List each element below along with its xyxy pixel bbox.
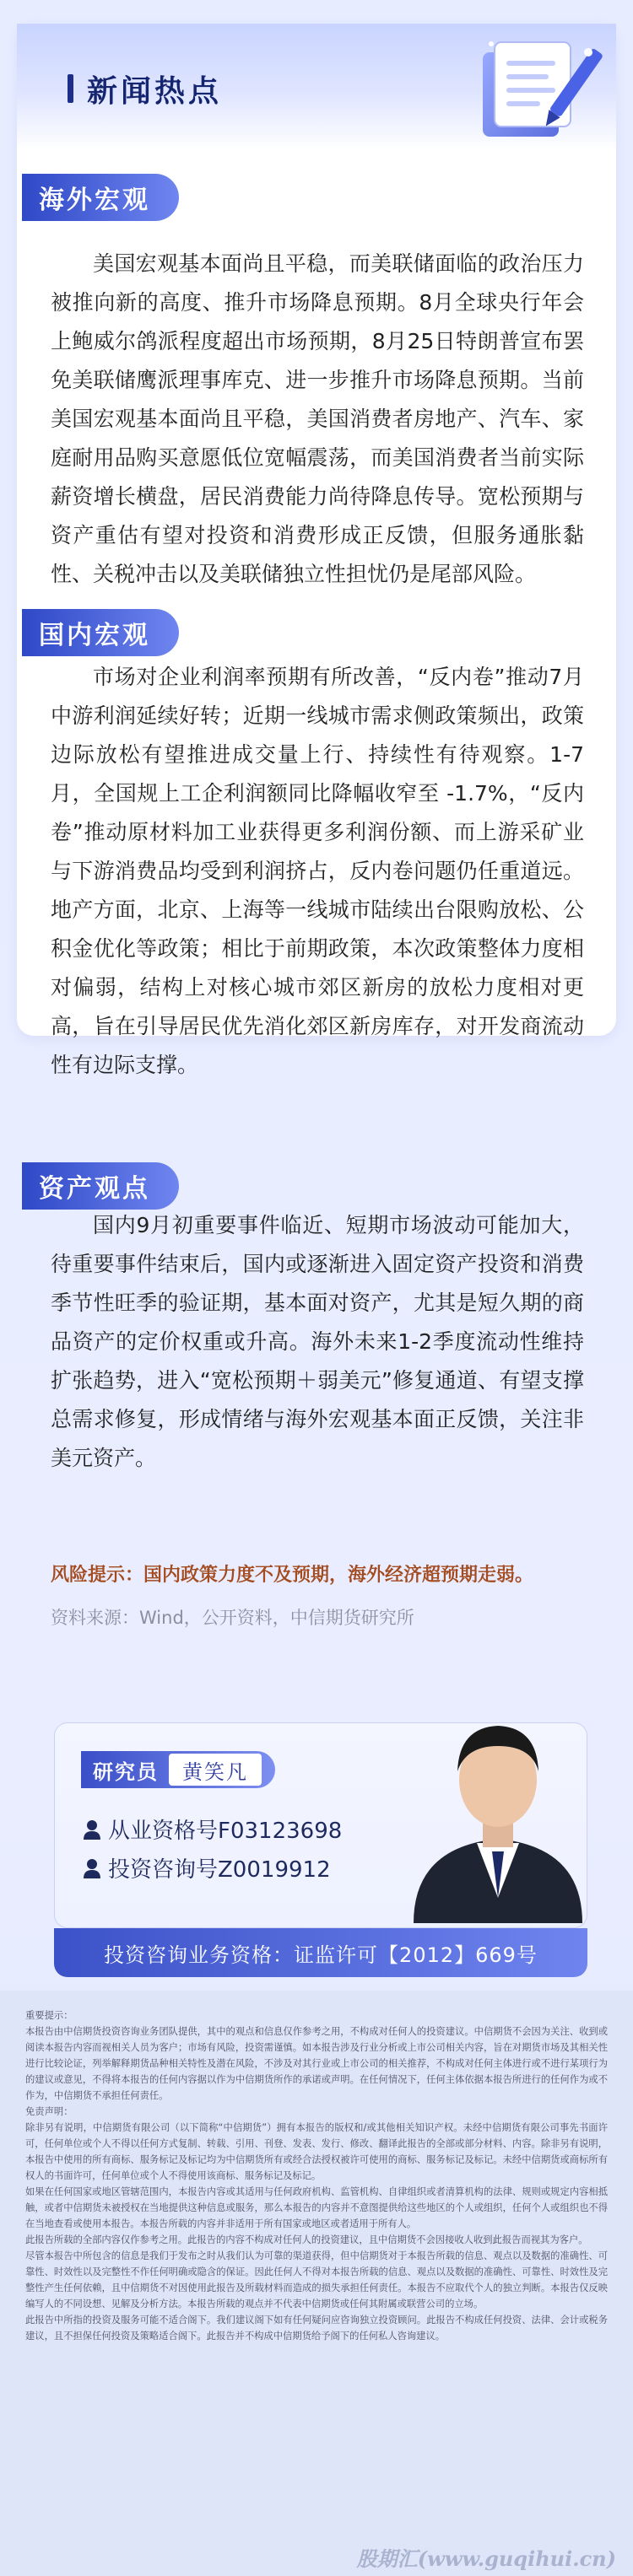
domestic-macro-paragraph: 市场对企业利润率预期有所改善，“反内卷”推动7月中游利润延续好转；近期一线城市需求侧政策频出，政策边际放松有望推进成交量上行、持续性有待观察。1-7月，全国规上工企利润额同比降幅收窄至 -1.7%，“反内卷”推动原材料加工业获得更多利润份额、而上游采矿业与下游消费品均受到利润挤占，反内卷问题仍任重道远。地产方面，北京、上海等一线城市陆续出台限购放松、公积金优化等政策；相比于前期政策，本次政策整体力度相对偏弱，结构上对核心城市郊区新房的放松力度相对更高，旨在引导居民优先消化郊区新房库存，对开发商流动性有边际支撑。 xyxy=(51,665,584,1077)
disclaimer-text xyxy=(25,2007,608,2344)
disclaimer-heading-exemption: 免责声明： xyxy=(25,2106,73,2117)
news-card xyxy=(17,24,616,1077)
license-bar xyxy=(54,1928,587,1977)
section-tag-overseas-macro: 海外宏观 xyxy=(22,174,179,221)
qualification-number: 从业资格号F03123698 xyxy=(108,1819,343,1844)
disclaimer-panel xyxy=(0,1991,633,2576)
overseas-macro-paragraph: 美国宏观基本面尚且平稳，而美联储面临的政治压力被推向新的高度、推升市场降息预期。8月全球央行年会上鲍威尔鸽派程度超出市场预期，8月25日特朗普宣布罢免美联储鹰派理事库克、进一步推升市场降息预期。当前美国宏观基本面尚且平稳，美国消费者房地产、汽车、家庭耐用品购买意愿低位宽幅震荡，而美国消费者当前实际薪资增长横盘，居民消费能力尚待降息传导。宽松预期与资产重估有望对投资和消费形成正反馈，但服务通胀黏性、关税冲击以及美联储独立性担忧仍是尾部风险。 xyxy=(51,251,584,586)
analyst-name: 黄笑凡 xyxy=(169,1754,262,1786)
consulting-number: 投资咨询号Z0019912 xyxy=(108,1857,331,1883)
person-icon xyxy=(83,1819,101,1840)
disclaimer-accuracy: 尽管本报告中所包含的信息是我们于发布之时从我们认为可靠的渠道获得，但中信期货对于本报告所载的信息、观点以及数据的准确性、可靠性、时效性以及完整性不作任何明确或隐含的保证。因此任何人不得对本报告所载的信息、观点以及数据的准确性、可靠性、时效性及完整性产生任何依赖，且中信期货不对因使用此报告及所载材料而造成的损失承担任何责任。本报告不应取代个人的独立判断。本报告仅反映编写人的不同设想、见解及分析方法。本报告所载的观点并不代表中信期货或任何其附属或联营公司的立场。 xyxy=(25,2250,608,2309)
analyst-role: 研究员 xyxy=(93,1760,159,1784)
analyst-name-bar xyxy=(81,1751,275,1788)
person-icon xyxy=(83,1858,101,1878)
qualification-line xyxy=(83,1813,342,1845)
disclaimer-copyright: 除非另有说明，中信期货有限公司（以下简称“中信期货”）拥有本报告的版权和/或其他相关知识产权。未经中信期货有限公司事先书面许可，任何单位或个人不得以任何方式复制、转载、引用、刊登、发表、发行、修改、翻译此报告的全部或部分材料、内容。除非另有说明，本报告中使用的所有商标、服务标记及标记均为中信期货所有或经合法授权被许可使用的商标、服务标记及标记。未经中信期货或商标所有权人的书面许可，任何单位或个人不得使用该商标、服务标记及标记。 xyxy=(25,2122,608,2181)
disclaimer-jurisdiction: 如果在任何国家或地区管辖范围内，本报告内容或其适用与任何政府机构、监管机构、自律组织或者清算机构的法律、规则或规定内容相抵触，或者中信期货未被授权在当地提供这种信息或服务，那么本报告的内容并不意图提供给这些地区的个人或组织，任何个人或组织也不得在当地查看或使用本报告。本报告所载的内容并非适用于所有国家或地区或者适用于所有人。 xyxy=(25,2186,608,2229)
asset-view-paragraph: 国内9月初重要事件临近、短期市场波动可能加大，待重要事件结束后，国内或逐渐进入固定资产投资和消费季节性旺季的验证期，基本面对资产，尤其是短久期的商品资产的定价权重或升高。海外未来1-2季度流动性维持扩张趋势，进入“宽松预期＋弱美元”修复通道、有望支撑总需求修复，形成情绪与海外宏观基本面正反馈，关注非美元资产。 xyxy=(51,1213,584,1470)
license-text: 投资咨询业务资格：证监许可【2012】669号 xyxy=(104,1943,538,1967)
disclaimer-suitability: 此报告中所指的投资及服务可能不适合阁下。我们建议阁下如有任何疑问应咨询独立投资顾问。此报告不构成任何投资、法律、会计或税务建议，且不担保任何投资及策略适合阁下。此报告并不构成中信期货给予阁下的任何私人咨询建议。 xyxy=(25,2315,608,2342)
title-accent-bar xyxy=(68,74,73,103)
section-tag-domestic-macro: 国内宏观 xyxy=(22,609,179,656)
news-header xyxy=(17,24,616,150)
disclaimer-reference-only: 此报告所载的全部内容仅作参考之用。此报告的内容不构成对任何人的投资建议，且中信期货不会因接收人收到此报告而视其为客户。 xyxy=(25,2234,588,2245)
page-title: 新闻热点 xyxy=(87,73,223,109)
risk-warning: 风险提示：国内政策力度不及预期，海外经济超预期走弱。 xyxy=(51,1565,534,1586)
analyst-portrait xyxy=(397,1687,599,1923)
disclaimer-heading-important: 重要提示： xyxy=(25,2010,73,2021)
site-watermark: 股期汇(www.guqihui.cn) xyxy=(356,2546,616,2571)
data-source: 资料来源：Wind，公开资料，中信期货研究所 xyxy=(51,1608,414,1628)
consulting-line xyxy=(83,1852,331,1883)
document-pen-icon xyxy=(474,35,601,145)
section-tag-asset-view: 资产观点 xyxy=(22,1162,179,1210)
news-title xyxy=(68,67,222,110)
disclaimer-important-body: 本报告由中信期货投资咨询业务团队提供，其中的观点和信息仅作参考之用，不构成对任何人的投资建议。中信期货不会因为关注、收到或阅读本报告内容而视相关人员为客户；市场有风险，投资需谨慎。如本报告涉及行业分析或上市公司相关内容，旨在对期货市场及其相关性进行比较论证，列举解释期货品种相关特性及潜在风险，不涉及对其行业或上市公司的相关推荐，不构成对任何主体进行或不进行某项行为的建议或意见，不得将本报告的任何内容据以作为中信期货所作的承诺或声明。在任何情况下，任何主体依据本报告所进行的任何作为或不作为，中信期货不承担任何责任。 xyxy=(25,2026,608,2101)
